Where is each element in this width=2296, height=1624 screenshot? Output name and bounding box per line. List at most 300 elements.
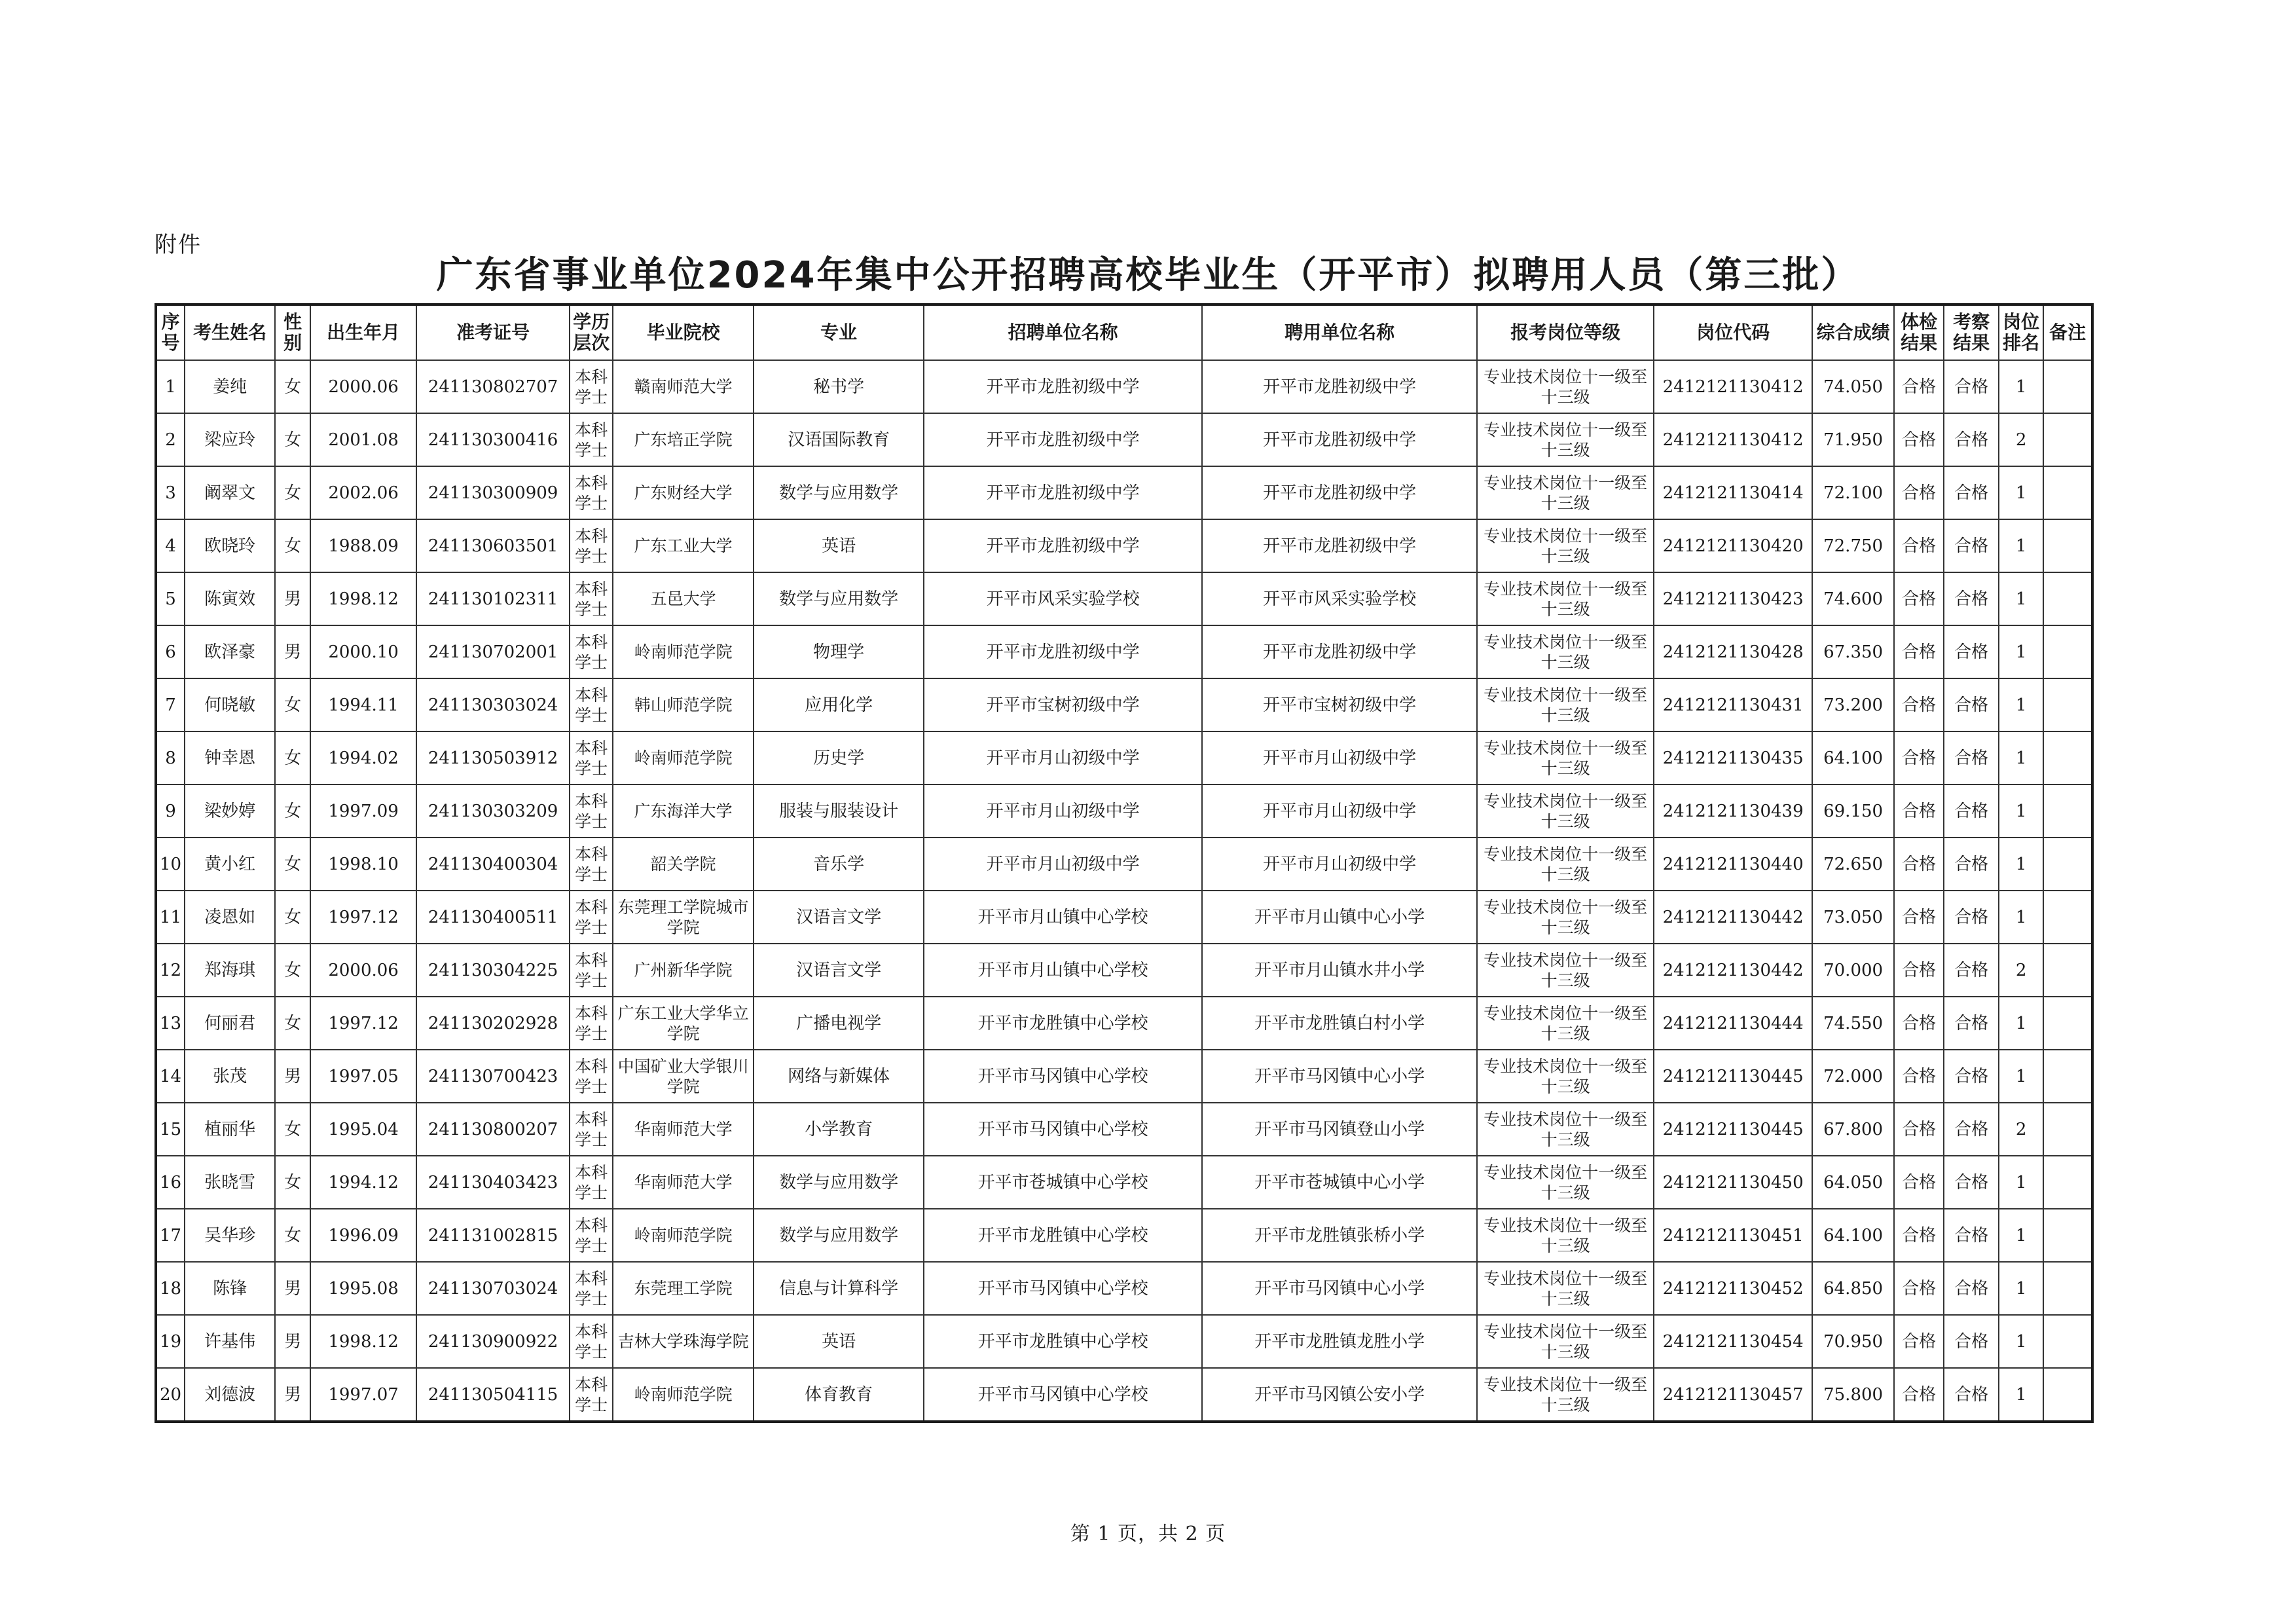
cell-degree: 本科学士 bbox=[570, 731, 613, 784]
cell-recruit-unit: 开平市龙胜镇中心学校 bbox=[924, 1315, 1202, 1368]
cell-rank: 1 bbox=[1999, 997, 2043, 1050]
cell-physical: 合格 bbox=[1894, 944, 1944, 997]
cell-gender: 女 bbox=[275, 838, 310, 891]
cell-post-code: 2412121130440 bbox=[1654, 838, 1812, 891]
cell-rank: 1 bbox=[1999, 838, 2043, 891]
cell-seq: 1 bbox=[156, 360, 185, 413]
cell-gender: 女 bbox=[275, 1103, 310, 1156]
cell-gender: 女 bbox=[275, 519, 310, 572]
cell-exam-no: 241130503912 bbox=[416, 731, 570, 784]
cell-seq: 11 bbox=[156, 891, 185, 944]
cell-rank: 1 bbox=[1999, 625, 2043, 678]
cell-physical: 合格 bbox=[1894, 838, 1944, 891]
table-row bbox=[156, 519, 2092, 572]
cell-post-level: 专业技术岗位十一级至十三级 bbox=[1477, 944, 1654, 997]
cell-remark bbox=[2043, 1368, 2092, 1422]
table-row bbox=[156, 360, 2092, 413]
cell-rank: 2 bbox=[1999, 1103, 2043, 1156]
cell-inspection: 合格 bbox=[1944, 731, 1999, 784]
cell-inspection: 合格 bbox=[1944, 784, 1999, 838]
cell-degree: 本科学士 bbox=[570, 838, 613, 891]
cell-degree: 本科学士 bbox=[570, 413, 613, 466]
document-title: 广东省事业单位2024年集中公开招聘高校毕业生（开平市）拟聘用人员（第三批） bbox=[436, 254, 1860, 297]
cell-major: 历史学 bbox=[754, 731, 924, 784]
cell-degree: 本科学士 bbox=[570, 784, 613, 838]
cell-hire-unit: 开平市马冈镇公安小学 bbox=[1202, 1368, 1477, 1422]
cell-gender: 男 bbox=[275, 572, 310, 625]
cell-degree: 本科学士 bbox=[570, 572, 613, 625]
cell-rank: 1 bbox=[1999, 731, 2043, 784]
cell-seq: 10 bbox=[156, 838, 185, 891]
cell-hire-unit: 开平市龙胜初级中学 bbox=[1202, 625, 1477, 678]
cell-physical: 合格 bbox=[1894, 1103, 1944, 1156]
cell-recruit-unit: 开平市龙胜初级中学 bbox=[924, 413, 1202, 466]
cell-remark bbox=[2043, 1156, 2092, 1209]
cell-post-code: 2412121130414 bbox=[1654, 466, 1812, 519]
cell-major: 音乐学 bbox=[754, 838, 924, 891]
table-row bbox=[156, 625, 2092, 678]
cell-name: 梁应玲 bbox=[185, 413, 275, 466]
cell-rank: 1 bbox=[1999, 466, 2043, 519]
cell-physical: 合格 bbox=[1894, 1050, 1944, 1103]
table-row bbox=[156, 891, 2092, 944]
cell-score: 70.950 bbox=[1812, 1315, 1894, 1368]
cell-score: 67.800 bbox=[1812, 1103, 1894, 1156]
cell-birth: 2001.08 bbox=[310, 413, 416, 466]
cell-post-code: 2412121130457 bbox=[1654, 1368, 1812, 1422]
cell-gender: 女 bbox=[275, 678, 310, 731]
cell-gender: 女 bbox=[275, 1209, 310, 1262]
cell-score: 72.750 bbox=[1812, 519, 1894, 572]
cell-post-level: 专业技术岗位十一级至十三级 bbox=[1477, 360, 1654, 413]
cell-exam-no: 241130300416 bbox=[416, 413, 570, 466]
cell-degree: 本科学士 bbox=[570, 519, 613, 572]
cell-rank: 1 bbox=[1999, 1050, 2043, 1103]
cell-major: 物理学 bbox=[754, 625, 924, 678]
cell-rank: 1 bbox=[1999, 519, 2043, 572]
cell-birth: 1998.10 bbox=[310, 838, 416, 891]
table-row bbox=[156, 466, 2092, 519]
header-post-level: 报考岗位等级 bbox=[1477, 304, 1654, 360]
cell-remark bbox=[2043, 519, 2092, 572]
cell-hire-unit: 开平市龙胜镇龙胜小学 bbox=[1202, 1315, 1477, 1368]
cell-recruit-unit: 开平市宝树初级中学 bbox=[924, 678, 1202, 731]
cell-remark bbox=[2043, 784, 2092, 838]
cell-recruit-unit: 开平市马冈镇中心学校 bbox=[924, 1368, 1202, 1422]
cell-hire-unit: 开平市龙胜镇张桥小学 bbox=[1202, 1209, 1477, 1262]
cell-post-level: 专业技术岗位十一级至十三级 bbox=[1477, 1103, 1654, 1156]
cell-name: 陈锋 bbox=[185, 1262, 275, 1315]
cell-recruit-unit: 开平市马冈镇中心学校 bbox=[924, 1103, 1202, 1156]
cell-degree: 本科学士 bbox=[570, 360, 613, 413]
cell-exam-no: 241130202928 bbox=[416, 997, 570, 1050]
cell-recruit-unit: 开平市风采实验学校 bbox=[924, 572, 1202, 625]
cell-remark bbox=[2043, 1103, 2092, 1156]
cell-inspection: 合格 bbox=[1944, 1368, 1999, 1422]
header-physical: 体检结果 bbox=[1894, 304, 1944, 360]
cell-rank: 1 bbox=[1999, 1262, 2043, 1315]
cell-post-code: 2412121130423 bbox=[1654, 572, 1812, 625]
cell-post-code: 2412121130451 bbox=[1654, 1209, 1812, 1262]
cell-recruit-unit: 开平市月山镇中心学校 bbox=[924, 944, 1202, 997]
header-school: 毕业院校 bbox=[613, 304, 754, 360]
cell-birth: 2000.10 bbox=[310, 625, 416, 678]
cell-hire-unit: 开平市龙胜初级中学 bbox=[1202, 466, 1477, 519]
cell-major: 数学与应用数学 bbox=[754, 1209, 924, 1262]
cell-rank: 1 bbox=[1999, 1209, 2043, 1262]
cell-birth: 1995.04 bbox=[310, 1103, 416, 1156]
cell-school: 岭南师范学院 bbox=[613, 1368, 754, 1422]
cell-gender: 女 bbox=[275, 731, 310, 784]
cell-post-level: 专业技术岗位十一级至十三级 bbox=[1477, 997, 1654, 1050]
cell-seq: 17 bbox=[156, 1209, 185, 1262]
cell-birth: 2002.06 bbox=[310, 466, 416, 519]
cell-physical: 合格 bbox=[1894, 1315, 1944, 1368]
cell-gender: 女 bbox=[275, 784, 310, 838]
cell-post-level: 专业技术岗位十一级至十三级 bbox=[1477, 678, 1654, 731]
table-row bbox=[156, 838, 2092, 891]
cell-degree: 本科学士 bbox=[570, 1262, 613, 1315]
cell-school: 岭南师范学院 bbox=[613, 625, 754, 678]
cell-school: 广东财经大学 bbox=[613, 466, 754, 519]
cell-exam-no: 241130800207 bbox=[416, 1103, 570, 1156]
header-inspection: 考察结果 bbox=[1944, 304, 1999, 360]
cell-recruit-unit: 开平市龙胜初级中学 bbox=[924, 625, 1202, 678]
cell-rank: 1 bbox=[1999, 1368, 2043, 1422]
cell-remark bbox=[2043, 1262, 2092, 1315]
cell-degree: 本科学士 bbox=[570, 891, 613, 944]
cell-seq: 8 bbox=[156, 731, 185, 784]
cell-remark bbox=[2043, 891, 2092, 944]
cell-remark bbox=[2043, 1315, 2092, 1368]
cell-school: 广东海洋大学 bbox=[613, 784, 754, 838]
cell-rank: 2 bbox=[1999, 413, 2043, 466]
cell-recruit-unit: 开平市龙胜初级中学 bbox=[924, 360, 1202, 413]
cell-degree: 本科学士 bbox=[570, 1156, 613, 1209]
cell-major: 数学与应用数学 bbox=[754, 466, 924, 519]
cell-inspection: 合格 bbox=[1944, 944, 1999, 997]
cell-score: 64.100 bbox=[1812, 731, 1894, 784]
cell-school: 岭南师范学院 bbox=[613, 731, 754, 784]
cell-physical: 合格 bbox=[1894, 1156, 1944, 1209]
cell-score: 74.600 bbox=[1812, 572, 1894, 625]
header-score: 综合成绩 bbox=[1812, 304, 1894, 360]
cell-school: 韩山师范学院 bbox=[613, 678, 754, 731]
cell-score: 73.050 bbox=[1812, 891, 1894, 944]
cell-name: 钟幸恩 bbox=[185, 731, 275, 784]
cell-seq: 4 bbox=[156, 519, 185, 572]
table-row bbox=[156, 1209, 2092, 1262]
cell-major: 服装与服装设计 bbox=[754, 784, 924, 838]
cell-post-code: 2412121130435 bbox=[1654, 731, 1812, 784]
cell-post-level: 专业技术岗位十一级至十三级 bbox=[1477, 784, 1654, 838]
cell-hire-unit: 开平市月山初级中学 bbox=[1202, 784, 1477, 838]
cell-post-level: 专业技术岗位十一级至十三级 bbox=[1477, 1156, 1654, 1209]
cell-name: 凌恩如 bbox=[185, 891, 275, 944]
cell-exam-no: 241130703024 bbox=[416, 1262, 570, 1315]
cell-seq: 16 bbox=[156, 1156, 185, 1209]
cell-post-code: 2412121130450 bbox=[1654, 1156, 1812, 1209]
cell-hire-unit: 开平市宝树初级中学 bbox=[1202, 678, 1477, 731]
cell-birth: 1996.09 bbox=[310, 1209, 416, 1262]
cell-birth: 1997.12 bbox=[310, 997, 416, 1050]
cell-seq: 5 bbox=[156, 572, 185, 625]
cell-gender: 男 bbox=[275, 1050, 310, 1103]
cell-post-level: 专业技术岗位十一级至十三级 bbox=[1477, 891, 1654, 944]
cell-rank: 1 bbox=[1999, 572, 2043, 625]
cell-post-code: 2412121130412 bbox=[1654, 413, 1812, 466]
cell-name: 刘德波 bbox=[185, 1368, 275, 1422]
cell-post-level: 专业技术岗位十一级至十三级 bbox=[1477, 1209, 1654, 1262]
cell-recruit-unit: 开平市月山初级中学 bbox=[924, 838, 1202, 891]
cell-school: 东莞理工学院城市学院 bbox=[613, 891, 754, 944]
cell-recruit-unit: 开平市龙胜初级中学 bbox=[924, 466, 1202, 519]
cell-exam-no: 241130802707 bbox=[416, 360, 570, 413]
header-post-code: 岗位代码 bbox=[1654, 304, 1812, 360]
cell-inspection: 合格 bbox=[1944, 838, 1999, 891]
header-degree: 学历层次 bbox=[570, 304, 613, 360]
cell-school: 广东工业大学 bbox=[613, 519, 754, 572]
cell-hire-unit: 开平市龙胜镇白村小学 bbox=[1202, 997, 1477, 1050]
cell-post-code: 2412121130445 bbox=[1654, 1103, 1812, 1156]
cell-score: 74.050 bbox=[1812, 360, 1894, 413]
cell-remark bbox=[2043, 413, 2092, 466]
cell-score: 72.100 bbox=[1812, 466, 1894, 519]
cell-inspection: 合格 bbox=[1944, 1315, 1999, 1368]
cell-post-level: 专业技术岗位十一级至十三级 bbox=[1477, 1368, 1654, 1422]
cell-post-code: 2412121130452 bbox=[1654, 1262, 1812, 1315]
cell-hire-unit: 开平市苍城镇中心小学 bbox=[1202, 1156, 1477, 1209]
cell-school: 广州新华学院 bbox=[613, 944, 754, 997]
cell-exam-no: 241130303024 bbox=[416, 678, 570, 731]
cell-post-level: 专业技术岗位十一级至十三级 bbox=[1477, 1315, 1654, 1368]
cell-inspection: 合格 bbox=[1944, 1103, 1999, 1156]
header-major: 专业 bbox=[754, 304, 924, 360]
cell-remark bbox=[2043, 1209, 2092, 1262]
cell-exam-no: 241130300909 bbox=[416, 466, 570, 519]
cell-post-level: 专业技术岗位十一级至十三级 bbox=[1477, 1262, 1654, 1315]
cell-score: 71.950 bbox=[1812, 413, 1894, 466]
cell-physical: 合格 bbox=[1894, 678, 1944, 731]
cell-recruit-unit: 开平市龙胜镇中心学校 bbox=[924, 997, 1202, 1050]
cell-degree: 本科学士 bbox=[570, 1368, 613, 1422]
cell-seq: 13 bbox=[156, 997, 185, 1050]
cell-school: 赣南师范大学 bbox=[613, 360, 754, 413]
cell-degree: 本科学士 bbox=[570, 678, 613, 731]
cell-name: 欧晓玲 bbox=[185, 519, 275, 572]
cell-exam-no: 241130400511 bbox=[416, 891, 570, 944]
cell-score: 74.550 bbox=[1812, 997, 1894, 1050]
cell-recruit-unit: 开平市马冈镇中心学校 bbox=[924, 1262, 1202, 1315]
table-row bbox=[156, 1050, 2092, 1103]
cell-birth: 1988.09 bbox=[310, 519, 416, 572]
cell-exam-no: 241130504115 bbox=[416, 1368, 570, 1422]
cell-physical: 合格 bbox=[1894, 997, 1944, 1050]
cell-score: 73.200 bbox=[1812, 678, 1894, 731]
cell-major: 汉语言文学 bbox=[754, 944, 924, 997]
cell-exam-no: 241131002815 bbox=[416, 1209, 570, 1262]
cell-remark bbox=[2043, 997, 2092, 1050]
cell-major: 小学教育 bbox=[754, 1103, 924, 1156]
cell-school: 中国矿业大学银川学院 bbox=[613, 1050, 754, 1103]
cell-gender: 女 bbox=[275, 360, 310, 413]
header-gender: 性别 bbox=[275, 304, 310, 360]
cell-major: 汉语国际教育 bbox=[754, 413, 924, 466]
cell-seq: 19 bbox=[156, 1315, 185, 1368]
cell-name: 梁妙婷 bbox=[185, 784, 275, 838]
cell-major: 应用化学 bbox=[754, 678, 924, 731]
cell-exam-no: 241130900922 bbox=[416, 1315, 570, 1368]
cell-score: 72.000 bbox=[1812, 1050, 1894, 1103]
cell-recruit-unit: 开平市龙胜镇中心学校 bbox=[924, 1209, 1202, 1262]
cell-remark bbox=[2043, 360, 2092, 413]
cell-rank: 1 bbox=[1999, 360, 2043, 413]
cell-seq: 12 bbox=[156, 944, 185, 997]
cell-birth: 1998.12 bbox=[310, 572, 416, 625]
cell-birth: 1997.12 bbox=[310, 891, 416, 944]
cell-school: 广东工业大学华立学院 bbox=[613, 997, 754, 1050]
header-recruit-unit: 招聘单位名称 bbox=[924, 304, 1202, 360]
header-hire-unit: 聘用单位名称 bbox=[1202, 304, 1477, 360]
cell-school: 吉林大学珠海学院 bbox=[613, 1315, 754, 1368]
cell-name: 阚翠文 bbox=[185, 466, 275, 519]
cell-physical: 合格 bbox=[1894, 1262, 1944, 1315]
cell-score: 67.350 bbox=[1812, 625, 1894, 678]
table-row bbox=[156, 731, 2092, 784]
cell-score: 64.050 bbox=[1812, 1156, 1894, 1209]
cell-gender: 男 bbox=[275, 1368, 310, 1422]
cell-gender: 女 bbox=[275, 413, 310, 466]
cell-post-level: 专业技术岗位十一级至十三级 bbox=[1477, 838, 1654, 891]
cell-inspection: 合格 bbox=[1944, 891, 1999, 944]
cell-gender: 男 bbox=[275, 625, 310, 678]
cell-name: 姜纯 bbox=[185, 360, 275, 413]
cell-birth: 1994.02 bbox=[310, 731, 416, 784]
table-row bbox=[156, 1368, 2092, 1422]
cell-recruit-unit: 开平市月山初级中学 bbox=[924, 784, 1202, 838]
table-row bbox=[156, 944, 2092, 997]
cell-birth: 1997.07 bbox=[310, 1368, 416, 1422]
cell-major: 英语 bbox=[754, 1315, 924, 1368]
cell-physical: 合格 bbox=[1894, 891, 1944, 944]
cell-name: 植丽华 bbox=[185, 1103, 275, 1156]
cell-major: 秘书学 bbox=[754, 360, 924, 413]
cell-inspection: 合格 bbox=[1944, 572, 1999, 625]
cell-post-code: 2412121130442 bbox=[1654, 944, 1812, 997]
table-body bbox=[156, 360, 2092, 1422]
cell-seq: 7 bbox=[156, 678, 185, 731]
cell-school: 东莞理工学院 bbox=[613, 1262, 754, 1315]
cell-remark bbox=[2043, 838, 2092, 891]
cell-inspection: 合格 bbox=[1944, 1209, 1999, 1262]
table-row bbox=[156, 1156, 2092, 1209]
cell-name: 黄小红 bbox=[185, 838, 275, 891]
cell-major: 数学与应用数学 bbox=[754, 1156, 924, 1209]
table-row bbox=[156, 997, 2092, 1050]
header-name: 考生姓名 bbox=[185, 304, 275, 360]
cell-exam-no: 241130304225 bbox=[416, 944, 570, 997]
cell-name: 张茂 bbox=[185, 1050, 275, 1103]
cell-physical: 合格 bbox=[1894, 572, 1944, 625]
cell-post-code: 2412121130420 bbox=[1654, 519, 1812, 572]
cell-seq: 18 bbox=[156, 1262, 185, 1315]
cell-post-code: 2412121130439 bbox=[1654, 784, 1812, 838]
cell-score: 69.150 bbox=[1812, 784, 1894, 838]
cell-degree: 本科学士 bbox=[570, 944, 613, 997]
cell-post-level: 专业技术岗位十一级至十三级 bbox=[1477, 731, 1654, 784]
cell-school: 华南师范大学 bbox=[613, 1156, 754, 1209]
cell-physical: 合格 bbox=[1894, 360, 1944, 413]
cell-name: 欧泽豪 bbox=[185, 625, 275, 678]
cell-recruit-unit: 开平市月山初级中学 bbox=[924, 731, 1202, 784]
cell-degree: 本科学士 bbox=[570, 1209, 613, 1262]
cell-major: 网络与新媒体 bbox=[754, 1050, 924, 1103]
cell-gender: 女 bbox=[275, 997, 310, 1050]
cell-recruit-unit: 开平市苍城镇中心学校 bbox=[924, 1156, 1202, 1209]
cell-exam-no: 241130400304 bbox=[416, 838, 570, 891]
page-footer: 第 1 页，共 2 页 bbox=[1070, 1522, 1226, 1545]
cell-degree: 本科学士 bbox=[570, 625, 613, 678]
cell-post-code: 2412121130428 bbox=[1654, 625, 1812, 678]
cell-post-code: 2412121130454 bbox=[1654, 1315, 1812, 1368]
cell-score: 75.800 bbox=[1812, 1368, 1894, 1422]
cell-inspection: 合格 bbox=[1944, 997, 1999, 1050]
header-birth: 出生年月 bbox=[310, 304, 416, 360]
table-row bbox=[156, 678, 2092, 731]
cell-birth: 1998.12 bbox=[310, 1315, 416, 1368]
table-row bbox=[156, 784, 2092, 838]
table-row bbox=[156, 413, 2092, 466]
cell-birth: 2000.06 bbox=[310, 360, 416, 413]
cell-remark bbox=[2043, 466, 2092, 519]
cell-hire-unit: 开平市风采实验学校 bbox=[1202, 572, 1477, 625]
cell-school: 华南师范大学 bbox=[613, 1103, 754, 1156]
cell-inspection: 合格 bbox=[1944, 678, 1999, 731]
cell-exam-no: 241130303209 bbox=[416, 784, 570, 838]
cell-birth: 1994.11 bbox=[310, 678, 416, 731]
cell-seq: 9 bbox=[156, 784, 185, 838]
cell-hire-unit: 开平市马冈镇中心小学 bbox=[1202, 1050, 1477, 1103]
cell-rank: 2 bbox=[1999, 944, 2043, 997]
cell-recruit-unit: 开平市马冈镇中心学校 bbox=[924, 1050, 1202, 1103]
cell-name: 何丽君 bbox=[185, 997, 275, 1050]
cell-hire-unit: 开平市月山初级中学 bbox=[1202, 838, 1477, 891]
cell-post-level: 专业技术岗位十一级至十三级 bbox=[1477, 1050, 1654, 1103]
cell-school: 广东培正学院 bbox=[613, 413, 754, 466]
table-header-row bbox=[156, 304, 2092, 360]
cell-gender: 男 bbox=[275, 1262, 310, 1315]
cell-physical: 合格 bbox=[1894, 625, 1944, 678]
cell-gender: 女 bbox=[275, 1156, 310, 1209]
cell-gender: 女 bbox=[275, 466, 310, 519]
cell-gender: 男 bbox=[275, 1315, 310, 1368]
cell-score: 64.850 bbox=[1812, 1262, 1894, 1315]
cell-exam-no: 241130700423 bbox=[416, 1050, 570, 1103]
cell-name: 许基伟 bbox=[185, 1315, 275, 1368]
cell-birth: 2000.06 bbox=[310, 944, 416, 997]
cell-inspection: 合格 bbox=[1944, 1156, 1999, 1209]
cell-post-code: 2412121130445 bbox=[1654, 1050, 1812, 1103]
header-remark: 备注 bbox=[2043, 304, 2092, 360]
cell-hire-unit: 开平市马冈镇中心小学 bbox=[1202, 1262, 1477, 1315]
cell-name: 张晓雪 bbox=[185, 1156, 275, 1209]
cell-major: 体育教育 bbox=[754, 1368, 924, 1422]
cell-major: 汉语言文学 bbox=[754, 891, 924, 944]
cell-seq: 15 bbox=[156, 1103, 185, 1156]
cell-degree: 本科学士 bbox=[570, 1103, 613, 1156]
cell-inspection: 合格 bbox=[1944, 519, 1999, 572]
cell-name: 陈寅效 bbox=[185, 572, 275, 625]
